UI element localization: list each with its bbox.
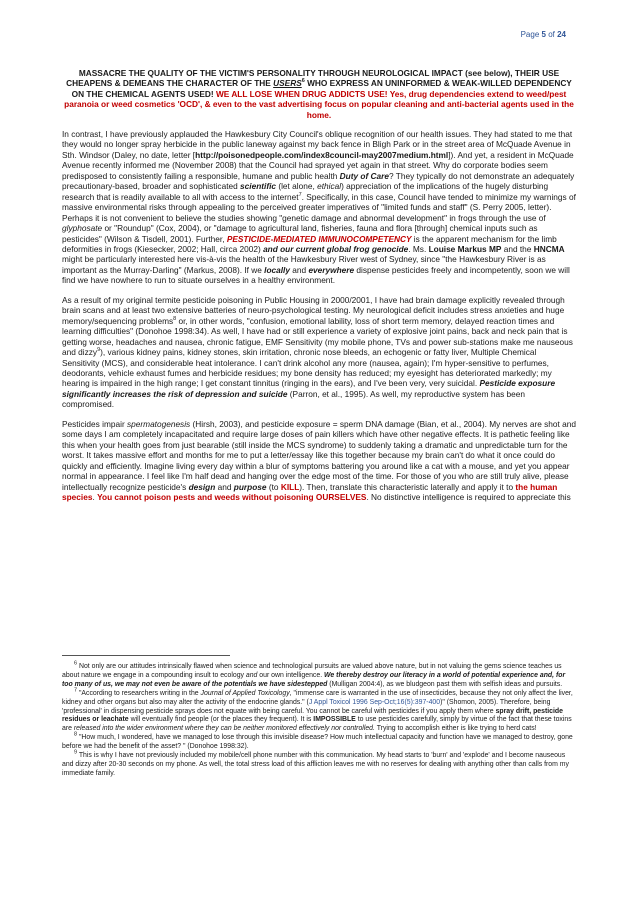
text-run: )" (Shomon, 2005). Therefore, being 'professional' in dispensing pesticide sprays does not equate with being careful. You cannot be careful with pesticides if you apply them where bbox=[62, 698, 551, 715]
text-run: or "Roundup" (Cox, 2004), or "damage to agricultural land, fisheries, fauna and flora [through] chemical inputs such as pesticides" (Wilson & Tisdell, 2001). Further, bbox=[62, 223, 538, 244]
text-run: We thereby destroy our literacy in a world of potential experience and, for too many of us, we may not even be aware of the potentials we have sidestepped bbox=[62, 671, 566, 688]
paragraph-council bbox=[62, 129, 576, 286]
text-run: . No distinctive intelligence is required to appreciate this bbox=[366, 491, 571, 502]
text-run: and the bbox=[501, 244, 534, 255]
text-run: HNCMA bbox=[533, 244, 565, 255]
text-run: to use pesticides carefully, simply by virtue of the fact that these toxins are bbox=[62, 716, 572, 733]
paragraph-pesticides bbox=[62, 419, 576, 503]
text-run: Pesticides impair bbox=[62, 418, 128, 429]
text-run: KILL bbox=[280, 481, 300, 492]
heading-red-text: WE ALL LOSE WHEN DRUG ADDICTS USE! Yes, drug dependencies extend to weed/pest paranoia or weed cosmetics 'OCD', & even to the vast advertising focus on popular cleaning and anti-bacterial agents used in the home. bbox=[64, 88, 574, 120]
heading-users: USERS bbox=[273, 78, 302, 89]
text-run: locally bbox=[264, 264, 290, 275]
text-run: WHO EXPRESS AN UNINFORMED & WEAK-WILLED DEPENDENCY ON THE CHEMICAL AGENTS USED! bbox=[71, 78, 572, 99]
footnote-ref-8: 8 bbox=[173, 315, 177, 322]
text-run: Louise Markus MP bbox=[428, 244, 502, 255]
text-run: J Appl Toxicol 1996 Sep-Oct;16(5):397-400 bbox=[308, 698, 441, 706]
text-run: , "immense care is warranted in the use of insecticides, because they not only affect the liver, kidney and other organs but also may alter the activity of the endocrine glands." ( bbox=[62, 689, 573, 706]
text-run: spermatogenesis bbox=[127, 418, 191, 429]
text-run: and bbox=[215, 481, 234, 492]
text-run: (to bbox=[266, 481, 281, 492]
text-run: ]). And yet, a resident in McQuade Avenue recently informed me (November 2008) that the Council had sprayed yet again in that street. Why do corporate bodies seem predisposed to consistently failing a responsible, humane and public health bbox=[62, 149, 574, 181]
text-run: As a result of my original termite pesticide poisoning in Public Housing in 2000/2001, I have had brain damage explicitly revealed through brain scans and at least two extensive batteries of neuro-psychological testing. My neurological deficit includes stress anxieties and huge memory/sequencing problems bbox=[62, 294, 565, 326]
footnote-9 bbox=[62, 749, 576, 779]
text-run: design bbox=[188, 481, 216, 492]
cannot-poison-text: You cannot poison pests and weeds without poisoning OURSELVES bbox=[97, 491, 367, 502]
text-run: or, in other words, "confusion, emotional lability, loss of short term memory, delayed reaction times and learning difficulties" (Donohoe 1998:34). As well, I have had or still experience a variety of explosive joint pains, back and neck pain that is getting worse, headaches and nausea, chronic fatigue, EMF Sensitivity (my mobile phone, TVs and power sub-stations make me nauseous and dizzy bbox=[62, 315, 573, 358]
text-run: 6 bbox=[74, 660, 78, 667]
text-run: dispense pesticides freely and incompetently, soon we will find we have nowhere to run to situate ourselves in a healthy environment. bbox=[62, 264, 570, 286]
page-current: 5 bbox=[541, 30, 546, 39]
text-run: purpose bbox=[233, 481, 267, 492]
text-run: Trying to accomplish either is like trying to herd cats! bbox=[374, 725, 537, 733]
text-run: . Specifically, in this case, Council have tended to minimize my warnings of massive environmental risks through appealing to the perceived greater imperatives of "limited funds and staff" (S. Perry 2005, letter). Perhaps it is not convenient to believe the studies showing "genetic damage and abnormal development" in frogs through the use of bbox=[62, 191, 576, 223]
text-run: MASSACRE THE QUALITY OF THE VICTIM'S PERSONALITY THROUGH NEUROLOGICAL IMPACT (see below), THEIR USE CHEAPENS & DEMEANS THE CHARACTER OF THE bbox=[66, 68, 560, 89]
text-run: 9 bbox=[74, 749, 78, 756]
text-run: IMPOSSIBLE bbox=[313, 716, 356, 724]
text-run: our own intelligence. bbox=[257, 671, 325, 679]
text-run: Journal of Applied Toxicology bbox=[200, 689, 290, 697]
text-run: and our current global frog genocide bbox=[263, 244, 409, 255]
footnote-ref-9: 9 bbox=[97, 347, 101, 354]
text-run: scientific bbox=[240, 181, 277, 192]
footnote-ref-6: 6 bbox=[301, 78, 305, 85]
text-run: "How much, I wondered, have we managed to lose through this invisible disease? How much intellectual capacity and function have we managed to destroy, gone before we had the benefit of the asset? " (Donohoe 1998:32). bbox=[62, 734, 573, 751]
footnote-6 bbox=[62, 660, 576, 690]
text-run: ), various kidney pains, kidney stones, skin irritation, chronic nose bleeds, an echogenic or fatty liver, Multiple Chemical Sensitivity (MCS), and considerable heat intolerance. I can't drink alcohol any more (nausea, again); I'm hyper-sensitive to perfumes, deodorants, vehicle exhaust fumes and herbicide residues; my bone density has reduced; my eyesight has deteriorated markedly; my hearing is impaired in the high range; I get constant tinnitus (ringing in the ears), and I've been very, very suicidal. bbox=[62, 347, 552, 389]
text-run: "According to researchers writing in the bbox=[77, 689, 201, 697]
text-run: and bbox=[289, 264, 309, 275]
page-number bbox=[521, 30, 566, 39]
paragraph-symptoms bbox=[62, 295, 576, 410]
text-run: ). Then, translate this characteristic laterally and apply it to bbox=[299, 481, 516, 492]
text-run: ethical bbox=[317, 181, 342, 192]
text-run: (Hirsh, 2003), and pesticide exposure = sperm DNA damage (Bian, et al., 2004). My nerves are shot and some days I am completely incapacitated and require large doses of pain killers which have other negative effects. It is pathetic feeling like this when your health goes from just bearable (still inside the MCS syndrome) to suddenly taking a dramatic and unpredictable turn for the worst. It takes massive effort and months for me to put a letter/essay like this together because my brain can't do what it once could do quickly and efficiently. Imagine living every day within a blur of symptoms battering you around like a cat with a mouse, and yet you appear normal in appearance. I feel like I'm half dead and hanging over the edge most of the time. For those of you who are still truly alive, please intellectually recognize pesticide's bbox=[62, 418, 576, 492]
text-run: This is why I have not previously included my mobile/cell phone number with this communication. My head starts to 'burn' and 'explode' and I become nauseous and dizzy after 20-30 seconds on my phone. As well, the total stress load of this affliction leaves me with no reserves for dealing with anything other than calls from my immediate family. bbox=[62, 752, 569, 777]
text-run: ) appreciation of the implications of the hugely disturbing research that is readily available to all with access to the internet bbox=[62, 181, 549, 202]
text-run: . Ms. bbox=[408, 244, 429, 255]
text-run: is the apparent mechanism for the limb deformities in frogs (Kiesecker, 2002; Hall, circa 2002) bbox=[62, 233, 557, 255]
immunocompetency-text: PESTICIDE-MEDIATED IMMUNOCOMPETENCY bbox=[226, 233, 412, 244]
footnote-ref-7: 7 bbox=[298, 191, 302, 198]
council-link[interactable]: http://poisonedpeople.com/index8council-may2007medium.html bbox=[195, 149, 449, 160]
text-run: spray drift, pesticide residues or leachate bbox=[62, 707, 563, 724]
text-run: glyphosate bbox=[62, 223, 103, 234]
text-run: Pesticide exposure significantly increases the risk of depression and suicide bbox=[62, 378, 556, 399]
text-run: everywhere bbox=[308, 264, 355, 275]
section-heading bbox=[62, 68, 576, 120]
text-run: (Mulligan 2004:4), as we bludgeon past them with selfish ideas and pursuits. bbox=[327, 680, 563, 688]
text-run: 8 bbox=[74, 731, 78, 738]
text-run: 7 bbox=[74, 687, 78, 694]
text-run: might be particularly interested here vis-à-vis the health of the Hawkesbury River west of Sydney, since "the Hawkesbury River is as important as the Murray-Darling" (Markus, 2008). If we bbox=[62, 254, 546, 275]
text-run: and bbox=[245, 671, 258, 679]
page-total: 24 bbox=[557, 30, 566, 39]
text-run: Not only are our attitudes intrinsically flawed when science and technological pursuits are valued above nature, but in not valuing the gems science teaches us about nature we engage in a compounding insult to ecology bbox=[62, 663, 562, 679]
text-run: (Parron, et al., 1995). As well, my reproductive system has been compromised. bbox=[62, 388, 525, 410]
text-run: ? They typically do not demonstrate an adequately precautionary-based, broader and sophisticated bbox=[62, 170, 575, 192]
text-run: (let alone, bbox=[276, 181, 318, 192]
footnote-divider bbox=[62, 655, 230, 656]
text-run: will eventually find people (or the places they frequent). It is bbox=[128, 716, 314, 724]
text-run: . bbox=[92, 491, 98, 502]
text-run: released into the wider environment where they can be neither monitored effectively nor controlled. bbox=[73, 725, 375, 733]
duty-of-care: Duty of Care bbox=[339, 170, 389, 181]
footnote-8 bbox=[62, 731, 576, 752]
page-of-label: of bbox=[548, 30, 555, 39]
main-text bbox=[62, 68, 576, 511]
page-label: Page bbox=[520, 30, 540, 39]
footnote-7 bbox=[62, 687, 576, 735]
footnotes bbox=[62, 660, 576, 779]
text-run: the human species bbox=[62, 481, 558, 502]
text-run: In contrast, I have previously applauded the Hawkesbury City Council's oblique recognition of our health issues. They had stated to me that they would no longer spray herbicide in the public laneway against my back fence in Bligh Park or in the street area of McQuade Avenue in Sth. Windsor (Daley, no date, letter [ bbox=[62, 129, 573, 160]
